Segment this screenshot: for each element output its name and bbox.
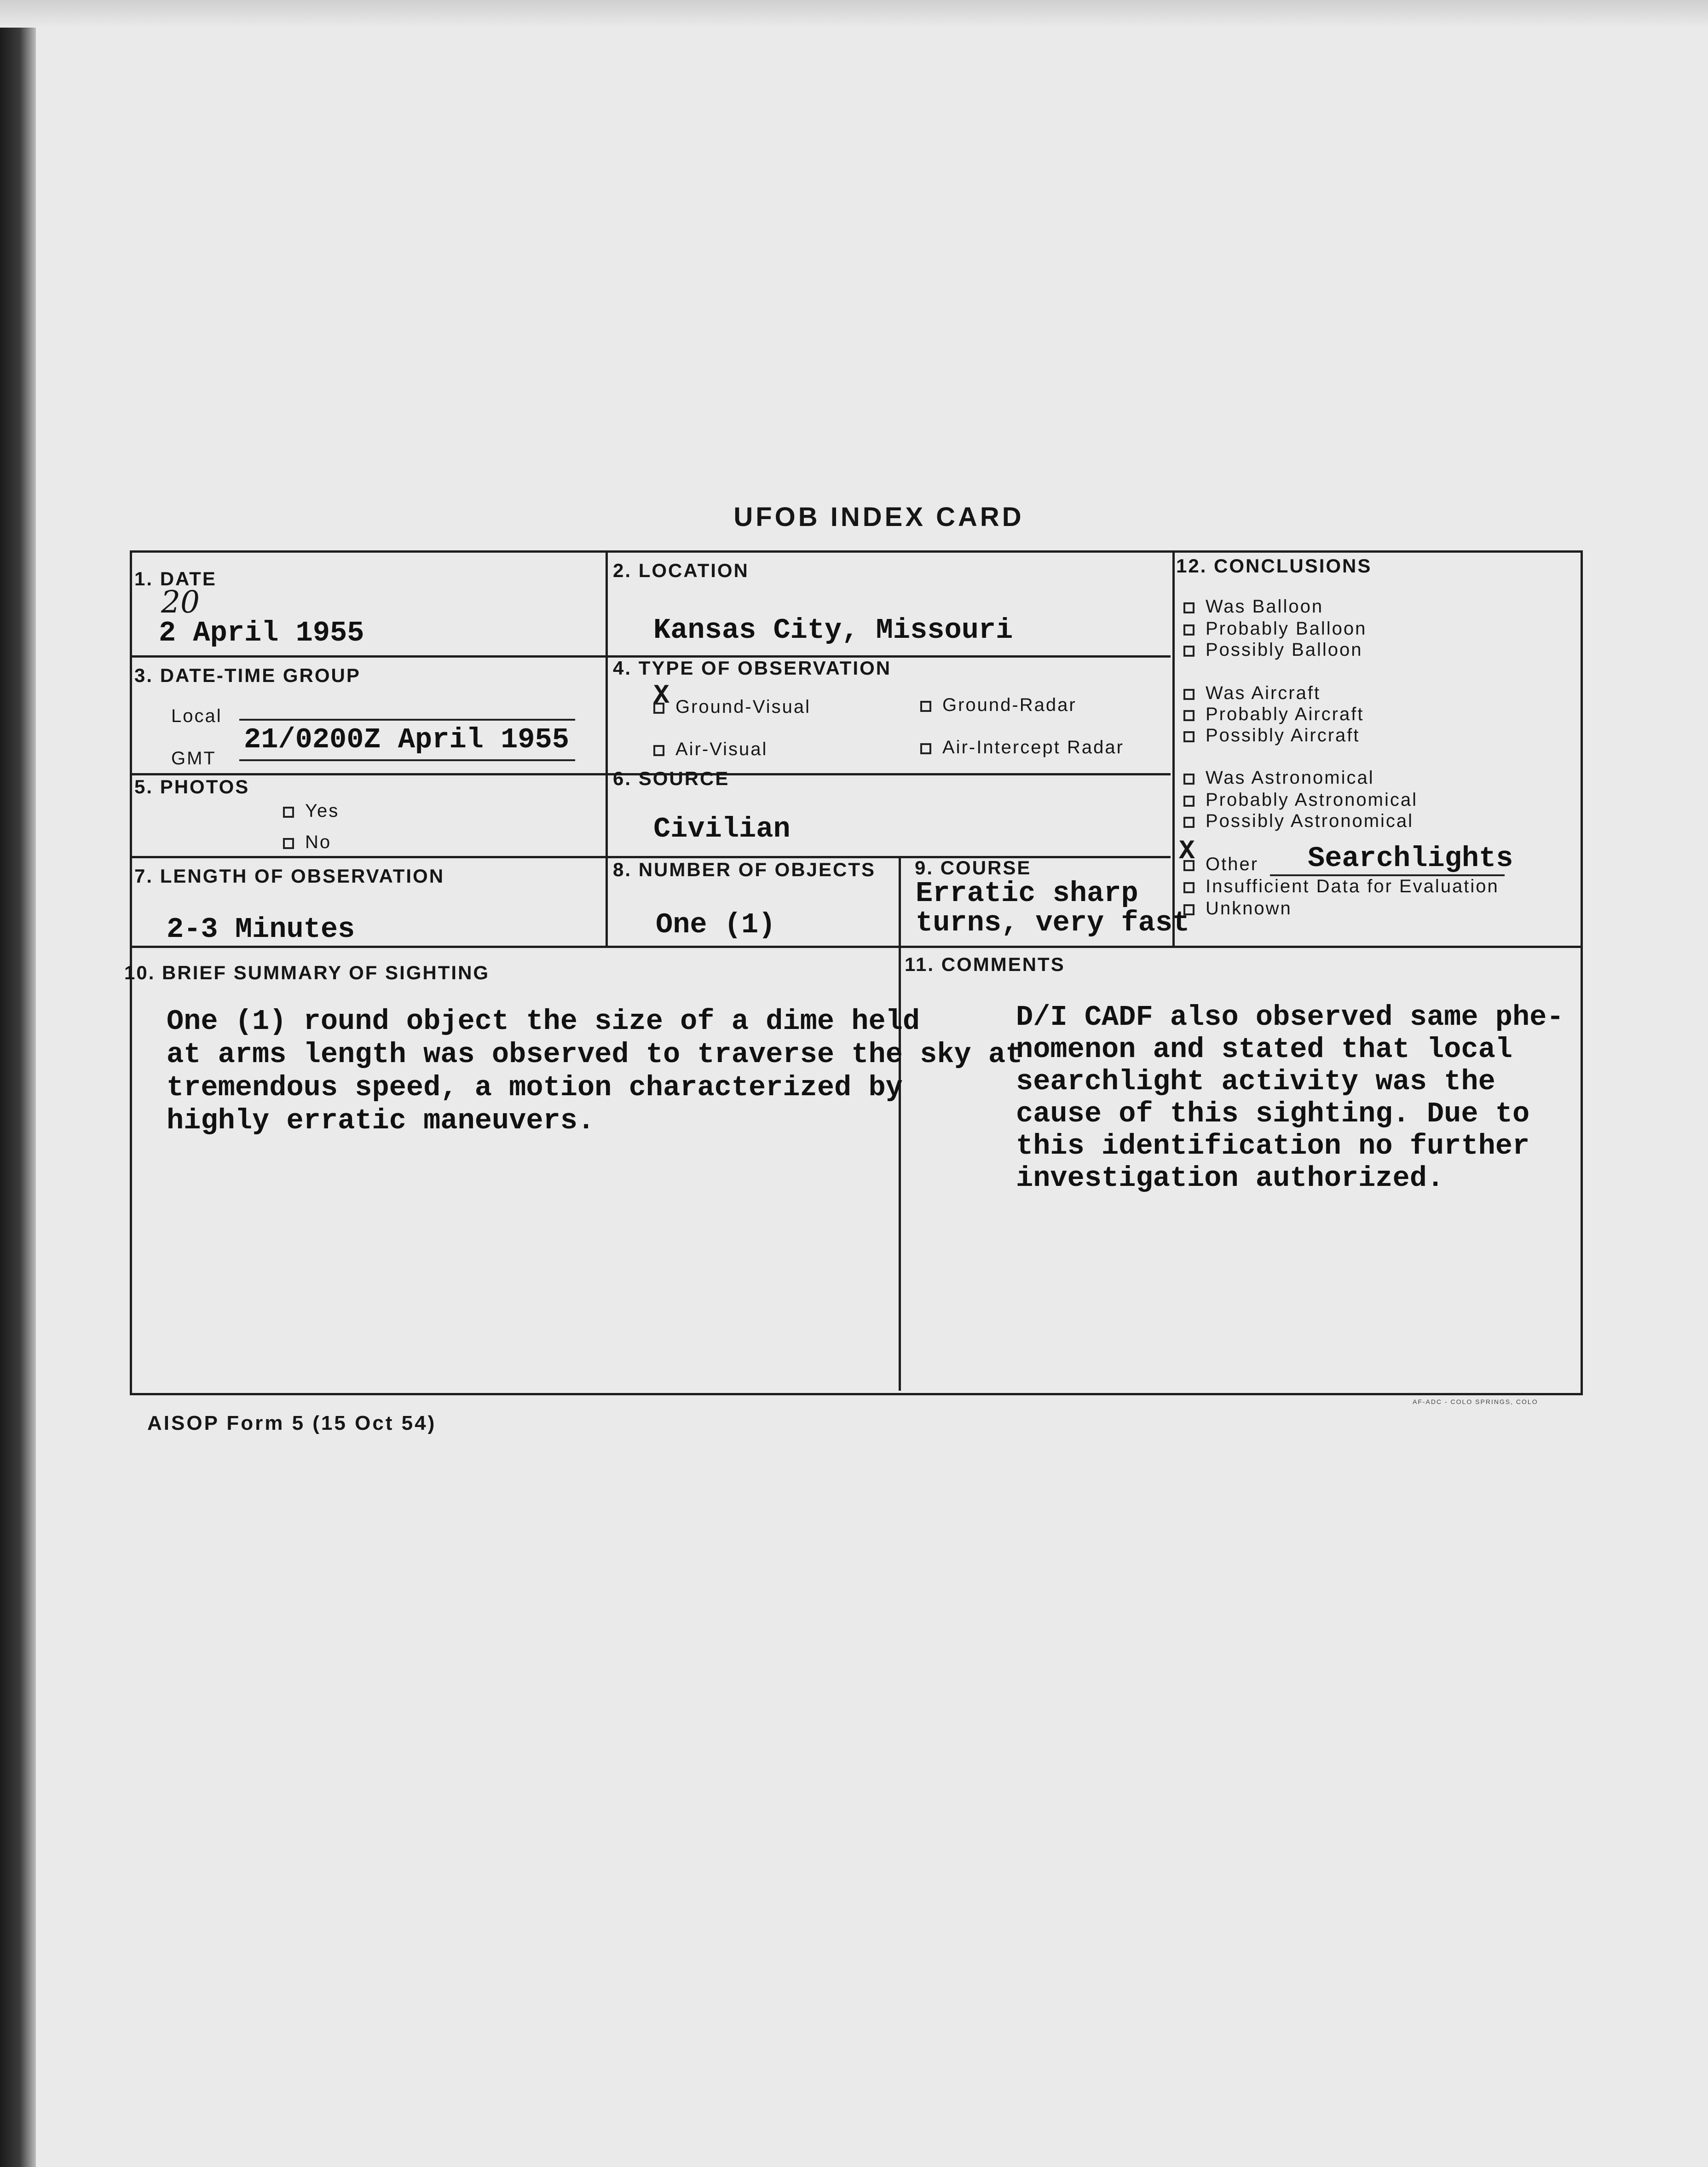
was-astronomical-text: Was Astronomical bbox=[1206, 768, 1374, 788]
comments-text bbox=[1016, 1001, 1564, 1195]
probably-aircraft-text: Probably Aircraft bbox=[1206, 704, 1364, 724]
num-objects-value: One (1) bbox=[656, 908, 776, 941]
checkbox-photos-no[interactable] bbox=[283, 838, 294, 849]
summary-line-1: One (1) round object the size of a dime held bbox=[167, 1005, 920, 1038]
source-label: 6. SOURCE bbox=[613, 768, 730, 789]
other-text: Other bbox=[1206, 854, 1259, 874]
option-ground-visual[interactable] bbox=[653, 697, 811, 717]
checkbox-probably-aircraft[interactable] bbox=[1183, 710, 1194, 721]
comments-line-4: cause of this sighting. Due to bbox=[1016, 1098, 1530, 1130]
air-intercept-radar-text: Air-Intercept Radar bbox=[942, 737, 1124, 757]
course-line-1: Erratic sharp bbox=[916, 877, 1138, 910]
comments-line-3: searchlight activity was the bbox=[1016, 1065, 1495, 1098]
summary-line-4: highly erratic maneuvers. bbox=[167, 1104, 595, 1137]
possibly-astronomical-text: Possibly Astronomical bbox=[1206, 811, 1414, 831]
conclusion-possibly-aircraft[interactable] bbox=[1183, 725, 1360, 746]
option-photos-no[interactable] bbox=[283, 832, 331, 853]
conclusion-possibly-balloon[interactable] bbox=[1183, 640, 1363, 660]
summary-text bbox=[167, 1005, 1022, 1138]
checkbox-other[interactable] bbox=[1183, 860, 1194, 871]
location-value: Kansas City, Missouri bbox=[653, 614, 1013, 647]
comments-line-2: nomenon and stated that local bbox=[1016, 1033, 1512, 1066]
length-value: 2-3 Minutes bbox=[167, 913, 355, 946]
comments-line-6: investigation authorized. bbox=[1016, 1162, 1444, 1195]
date-correction: 20 bbox=[161, 584, 200, 620]
location-label: 2. LOCATION bbox=[613, 560, 749, 581]
photos-label: 5. PHOTOS bbox=[134, 776, 250, 797]
summary-line-3: tremendous speed, a motion characterized by bbox=[167, 1071, 903, 1104]
conclusions-label: 12. CONCLUSIONS bbox=[1176, 555, 1372, 577]
gmt-underline bbox=[239, 759, 575, 761]
date-value: 2 April 1955 bbox=[159, 617, 364, 649]
checkbox-ground-radar[interactable] bbox=[920, 701, 931, 712]
comments-label: 11. COMMENTS bbox=[905, 953, 1065, 975]
possibly-balloon-text: Possibly Balloon bbox=[1206, 640, 1363, 660]
was-aircraft-text: Was Aircraft bbox=[1206, 683, 1321, 703]
divider-row4 bbox=[130, 946, 1581, 948]
insufficient-data-text: Insufficient Data for Evaluation bbox=[1206, 876, 1499, 896]
scan-top-edge bbox=[0, 0, 1708, 28]
checkbox-ground-visual[interactable] bbox=[653, 703, 664, 714]
conclusion-unknown[interactable] bbox=[1183, 898, 1292, 919]
checkbox-probably-astronomical[interactable] bbox=[1183, 796, 1194, 807]
gmt-label: GMT bbox=[171, 748, 216, 769]
conclusion-was-aircraft[interactable] bbox=[1183, 683, 1321, 704]
local-underline bbox=[239, 719, 575, 721]
checkbox-possibly-astronomical[interactable] bbox=[1183, 817, 1194, 828]
ground-visual-text: Ground-Visual bbox=[675, 697, 811, 717]
course-line-2: turns, very fast bbox=[916, 907, 1190, 939]
conclusion-probably-astronomical[interactable] bbox=[1183, 790, 1418, 810]
checkbox-insufficient-data[interactable] bbox=[1183, 882, 1194, 893]
card-title: UFOB INDEX CARD bbox=[733, 502, 1024, 532]
summary-line-2: at arms length was observed to traverse the sky at bbox=[167, 1038, 1023, 1071]
source-value: Civilian bbox=[653, 813, 791, 845]
form-number: AISOP Form 5 (15 Oct 54) bbox=[147, 1412, 437, 1434]
air-visual-text: Air-Visual bbox=[675, 739, 768, 759]
probably-astronomical-text: Probably Astronomical bbox=[1206, 790, 1418, 810]
checkbox-was-astronomical[interactable] bbox=[1183, 774, 1194, 785]
local-label: Local bbox=[171, 706, 222, 726]
comments-line-1: D/I CADF also observed same phe- bbox=[1016, 1001, 1564, 1034]
photos-yes-text: Yes bbox=[305, 801, 340, 821]
gmt-value: 21/0200Z April 1955 bbox=[244, 723, 569, 756]
summary-label: 10. BRIEF SUMMARY OF SIGHTING bbox=[124, 962, 490, 983]
checkbox-unknown[interactable] bbox=[1183, 904, 1194, 915]
divider-col-conclusions bbox=[1172, 550, 1175, 948]
conclusion-insufficient-data[interactable] bbox=[1183, 876, 1499, 897]
divider-col1 bbox=[606, 550, 608, 948]
photos-no-text: No bbox=[305, 832, 332, 852]
ground-visual-mark: X bbox=[653, 681, 669, 711]
comments-line-5: this identification no further bbox=[1016, 1130, 1530, 1162]
course-label: 9. COURSE bbox=[915, 857, 1032, 878]
print-code: AF-ADC - COLO SPRINGS, COLO bbox=[1413, 1398, 1538, 1405]
possibly-aircraft-text: Possibly Aircraft bbox=[1206, 725, 1360, 745]
date-label: 1. DATE bbox=[134, 568, 217, 589]
option-ground-radar[interactable] bbox=[920, 695, 1077, 716]
other-value: Searchlights bbox=[1308, 842, 1513, 875]
option-air-visual[interactable] bbox=[653, 739, 767, 760]
checkbox-air-visual[interactable] bbox=[653, 745, 664, 756]
probably-balloon-text: Probably Balloon bbox=[1206, 618, 1367, 639]
checkbox-was-aircraft[interactable] bbox=[1183, 689, 1194, 700]
conclusion-probably-aircraft[interactable] bbox=[1183, 704, 1364, 725]
checkbox-was-balloon[interactable] bbox=[1183, 602, 1194, 613]
checkbox-possibly-aircraft[interactable] bbox=[1183, 731, 1194, 742]
conclusion-other[interactable] bbox=[1183, 854, 1258, 875]
option-photos-yes[interactable] bbox=[283, 801, 339, 821]
other-check-mark: X bbox=[1179, 837, 1195, 867]
num-objects-label: 8. NUMBER OF OBJECTS bbox=[613, 859, 876, 880]
unknown-text: Unknown bbox=[1206, 898, 1292, 919]
checkbox-probably-balloon[interactable] bbox=[1183, 624, 1194, 636]
conclusion-was-astronomical[interactable] bbox=[1183, 768, 1374, 788]
length-label: 7. LENGTH OF OBSERVATION bbox=[134, 865, 445, 887]
scan-left-edge bbox=[0, 0, 36, 2167]
conclusion-was-balloon[interactable] bbox=[1183, 596, 1323, 617]
checkbox-possibly-balloon[interactable] bbox=[1183, 646, 1194, 657]
ground-radar-text: Ground-Radar bbox=[942, 695, 1077, 715]
checkbox-photos-yes[interactable] bbox=[283, 807, 294, 818]
option-air-intercept-radar[interactable] bbox=[920, 737, 1124, 758]
conclusion-possibly-astronomical[interactable] bbox=[1183, 811, 1414, 832]
was-balloon-text: Was Balloon bbox=[1206, 596, 1324, 617]
datetime-group-label: 3. DATE-TIME GROUP bbox=[134, 665, 361, 686]
checkbox-air-intercept-radar[interactable] bbox=[920, 743, 931, 754]
conclusion-probably-balloon[interactable] bbox=[1183, 618, 1367, 639]
observation-type-label: 4. TYPE OF OBSERVATION bbox=[613, 657, 892, 679]
